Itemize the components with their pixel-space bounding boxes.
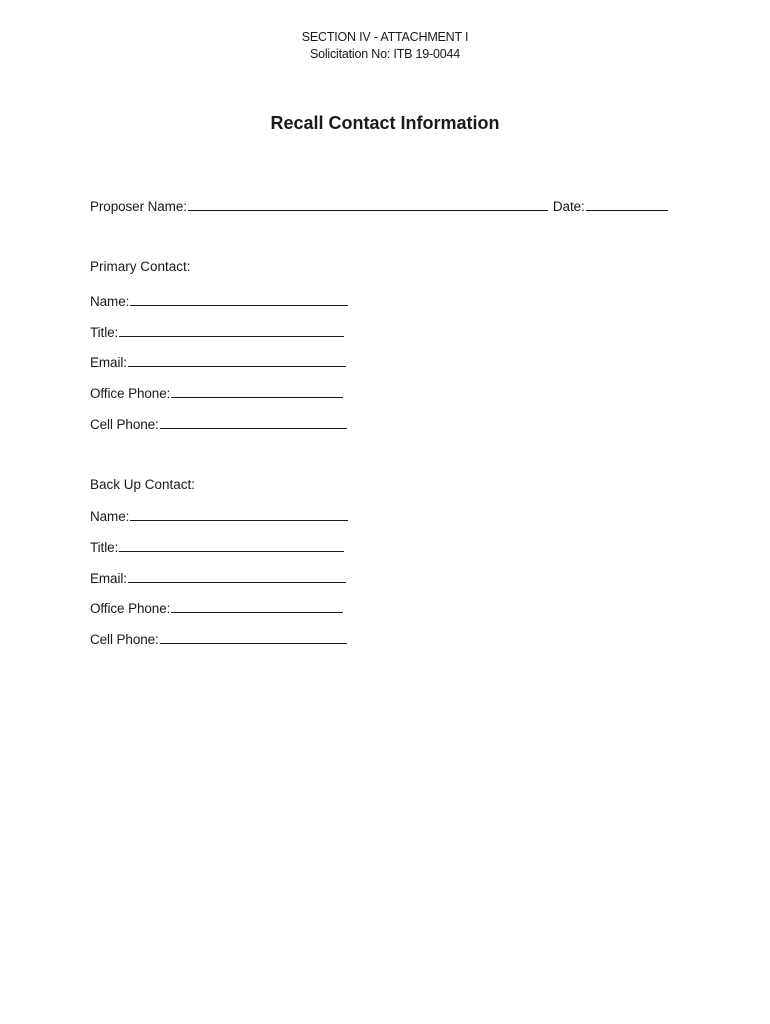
primary-email-label: Email: bbox=[90, 355, 127, 370]
primary-title-row bbox=[90, 324, 344, 340]
backup-email-label: Email: bbox=[90, 571, 127, 586]
date-field[interactable] bbox=[586, 198, 668, 211]
backup-office-phone-row bbox=[90, 600, 343, 616]
primary-email-field[interactable] bbox=[128, 354, 346, 367]
solicitation-number: Solicitation No: ITB 19-0044 bbox=[309, 47, 461, 61]
date-label: Date: bbox=[552, 199, 585, 214]
primary-cell-phone-field[interactable] bbox=[160, 416, 347, 429]
primary-email-row bbox=[90, 354, 346, 370]
backup-office-phone-label: Office Phone: bbox=[90, 601, 171, 616]
primary-title-field[interactable] bbox=[119, 324, 344, 337]
section-header: SECTION IV - ATTACHMENT I bbox=[301, 30, 469, 44]
backup-email-field[interactable] bbox=[128, 570, 346, 583]
backup-cell-phone-field[interactable] bbox=[160, 631, 347, 644]
backup-name-label: Name: bbox=[90, 509, 130, 524]
proposer-name-label: Proposer Name: bbox=[90, 199, 187, 214]
backup-name-row bbox=[90, 508, 348, 524]
primary-office-phone-field[interactable] bbox=[171, 385, 343, 398]
primary-title-label: Title: bbox=[90, 325, 119, 340]
primary-cell-phone-row bbox=[90, 416, 347, 432]
page-title: Recall Contact Information bbox=[270, 113, 500, 133]
primary-name-label: Name: bbox=[90, 294, 130, 309]
primary-office-phone-label: Office Phone: bbox=[90, 386, 171, 401]
backup-title-row bbox=[90, 539, 344, 555]
primary-cell-phone-label: Cell Phone: bbox=[90, 417, 159, 432]
primary-name-field[interactable] bbox=[130, 293, 348, 306]
backup-cell-phone-label: Cell Phone: bbox=[90, 632, 159, 647]
backup-name-field[interactable] bbox=[130, 508, 348, 521]
backup-office-phone-field[interactable] bbox=[171, 600, 343, 613]
proposer-name-field[interactable] bbox=[188, 198, 548, 211]
proposer-name-row bbox=[90, 198, 668, 214]
backup-title-label: Title: bbox=[90, 540, 119, 555]
primary-contact-heading: Primary Contact: bbox=[90, 259, 191, 274]
backup-email-row bbox=[90, 570, 346, 586]
backup-contact-heading: Back Up Contact: bbox=[90, 477, 196, 492]
primary-office-phone-row bbox=[90, 385, 343, 401]
primary-name-row bbox=[90, 293, 348, 309]
backup-title-field[interactable] bbox=[119, 539, 344, 552]
backup-cell-phone-row bbox=[90, 631, 347, 647]
